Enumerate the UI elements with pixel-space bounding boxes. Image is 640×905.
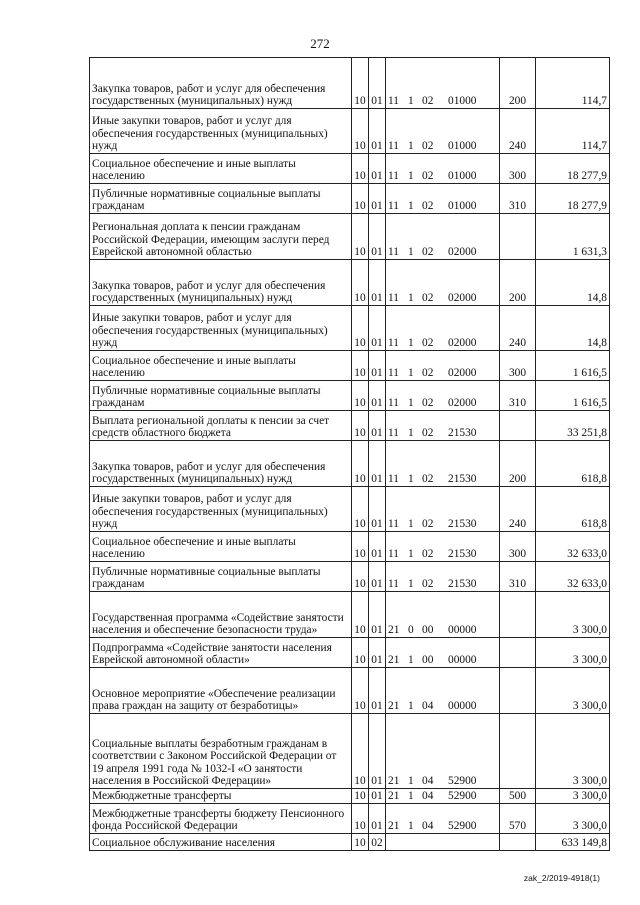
subsection-code-cell: 01: [369, 441, 386, 487]
target-article-part: 02000: [448, 397, 477, 410]
target-article-part: 1: [408, 170, 414, 183]
target-article-part: 21: [388, 820, 400, 833]
target-article-part: 01000: [448, 140, 477, 153]
amount-cell: 18 277,9: [536, 154, 610, 184]
subsection-code-cell: 01: [369, 306, 386, 351]
target-article-part: 1: [408, 292, 414, 305]
target-article-part: 01000: [448, 95, 477, 108]
target-article-part: 52900: [448, 775, 477, 788]
target-article-part: 1: [408, 337, 414, 350]
subsection-code-cell: 01: [369, 109, 386, 154]
table-row: [90, 381, 610, 411]
target-article-part: 21: [388, 654, 400, 667]
target-article-part: 01000: [448, 200, 477, 213]
subsection-code-cell: 01: [369, 58, 386, 109]
target-article-part: 1: [408, 654, 414, 667]
table-row: [90, 411, 610, 441]
expense-type-cell: 500: [500, 789, 536, 804]
table-row: [90, 351, 610, 381]
expense-name-cell: Закупка товаров, работ и услуг для обеспечения государственных (муниципальных) нужд: [90, 260, 352, 306]
amount-cell: 14,8: [536, 260, 610, 306]
subsection-code-cell: 01: [369, 411, 386, 441]
expense-type-cell: 200: [500, 260, 536, 306]
table-row: [90, 214, 610, 260]
expense-type-cell: 200: [500, 58, 536, 109]
amount-cell: 18 277,9: [536, 184, 610, 214]
section-code-cell: 10: [352, 532, 369, 562]
subsection-code-cell: 01: [369, 789, 386, 804]
amount-cell: 32 633,0: [536, 532, 610, 562]
target-article-part: 11: [388, 140, 399, 153]
target-article-part: 02: [422, 337, 434, 350]
target-article-part: 1: [408, 367, 414, 380]
expense-name-cell: Межбюджетные трансферты бюджету Пенсионного фонда Российской Федерации: [90, 804, 352, 834]
amount-cell: 3 300,0: [536, 714, 610, 789]
section-code-cell: 10: [352, 306, 369, 351]
section-code-cell: 10: [352, 441, 369, 487]
expense-name-cell: Основное мероприятие «Обеспечение реализации права граждан на защиту от безработицы»: [90, 668, 352, 714]
target-article-cell: [386, 804, 500, 834]
target-article-part: 11: [388, 246, 399, 259]
expense-name-cell: Иные закупки товаров, работ и услуг для обеспечения государственных (муниципальных) нужд: [90, 109, 352, 154]
table-row: [90, 532, 610, 562]
section-code-cell: 10: [352, 804, 369, 834]
expense-name-cell: Публичные нормативные социальные выплаты гражданам: [90, 184, 352, 214]
target-article-part: 1: [408, 140, 414, 153]
target-article-part: 21530: [448, 578, 477, 591]
target-article-part: 11: [388, 170, 399, 183]
table-row: [90, 562, 610, 592]
table-row: [90, 306, 610, 351]
section-code-cell: 10: [352, 638, 369, 668]
target-article-part: 11: [388, 292, 399, 305]
target-article-part: 11: [388, 367, 399, 380]
expense-type-cell: 300: [500, 532, 536, 562]
target-article-part: 1: [408, 790, 414, 803]
expense-type-cell: 240: [500, 306, 536, 351]
target-article-part: 0: [408, 624, 414, 637]
amount-cell: 3 300,0: [536, 789, 610, 804]
target-article-part: 02: [422, 200, 434, 213]
expense-type-cell: [500, 714, 536, 789]
amount-cell: 114,7: [536, 109, 610, 154]
target-article-part: 11: [388, 548, 399, 561]
section-code-cell: 10: [352, 714, 369, 789]
budget-table-body: [90, 58, 610, 851]
target-article-part: 02: [422, 548, 434, 561]
expense-name-cell: Закупка товаров, работ и услуг для обеспечения государственных (муниципальных) нужд: [90, 441, 352, 487]
table-row: [90, 109, 610, 154]
target-article-part: 02: [422, 140, 434, 153]
amount-cell: 618,8: [536, 441, 610, 487]
target-article-part: 21: [388, 775, 400, 788]
table-row: [90, 789, 610, 804]
expense-name-cell: Выплата региональной доплаты к пенсии за счет средств областного бюджета: [90, 411, 352, 441]
amount-cell: 33 251,8: [536, 411, 610, 441]
section-code-cell: 10: [352, 411, 369, 441]
subsection-code-cell: 02: [369, 834, 386, 851]
amount-cell: 3 300,0: [536, 592, 610, 638]
amount-cell: 1 616,5: [536, 381, 610, 411]
table-row: [90, 834, 610, 851]
target-article-part: 01000: [448, 170, 477, 183]
target-article-cell: [386, 214, 500, 260]
target-article-part: 02: [422, 397, 434, 410]
expense-name-cell: Социальное обеспечение и иные выплаты населению: [90, 532, 352, 562]
table-row: [90, 487, 610, 532]
subsection-code-cell: 01: [369, 487, 386, 532]
target-article-part: 21530: [448, 518, 477, 531]
target-article-cell: [386, 834, 500, 851]
target-article-part: 52900: [448, 790, 477, 803]
amount-cell: 1 631,3: [536, 214, 610, 260]
target-article-cell: [386, 58, 500, 109]
target-article-part: 11: [388, 578, 399, 591]
subsection-code-cell: 01: [369, 154, 386, 184]
target-article-cell: [386, 714, 500, 789]
target-article-part: 02: [422, 292, 434, 305]
amount-cell: 618,8: [536, 487, 610, 532]
target-article-part: 00000: [448, 654, 477, 667]
target-article-part: 11: [388, 397, 399, 410]
target-article-part: 11: [388, 427, 399, 440]
target-article-part: 21: [388, 624, 400, 637]
target-article-part: 00: [422, 624, 434, 637]
target-article-part: 11: [388, 200, 399, 213]
budget-table: [89, 57, 610, 851]
section-code-cell: 10: [352, 668, 369, 714]
subsection-code-cell: 01: [369, 562, 386, 592]
expense-type-cell: 300: [500, 351, 536, 381]
section-code-cell: 10: [352, 381, 369, 411]
target-article-cell: [386, 154, 500, 184]
target-article-part: 00000: [448, 624, 477, 637]
table-row: [90, 441, 610, 487]
target-article-cell: [386, 441, 500, 487]
table-row: [90, 804, 610, 834]
expense-type-cell: 240: [500, 487, 536, 532]
target-article-part: 02: [422, 427, 434, 440]
target-article-cell: [386, 789, 500, 804]
target-article-cell: [386, 306, 500, 351]
expense-type-cell: 310: [500, 184, 536, 214]
expense-type-cell: 310: [500, 562, 536, 592]
target-article-part: 1: [408, 473, 414, 486]
subsection-code-cell: 01: [369, 668, 386, 714]
section-code-cell: 10: [352, 834, 369, 851]
target-article-part: 11: [388, 95, 399, 108]
amount-cell: 3 300,0: [536, 638, 610, 668]
target-article-part: 02: [422, 578, 434, 591]
target-article-part: 1: [408, 548, 414, 561]
table-row: [90, 184, 610, 214]
expense-name-cell: Межбюджетные трансферты: [90, 789, 352, 804]
target-article-cell: [386, 532, 500, 562]
expense-name-cell: Социальное обеспечение и иные выплаты населению: [90, 154, 352, 184]
section-code-cell: 10: [352, 184, 369, 214]
target-article-part: 00: [422, 654, 434, 667]
target-article-part: 21530: [448, 473, 477, 486]
expense-name-cell: Государственная программа «Содействие занятости населения и обеспечение безопасности труда»: [90, 592, 352, 638]
table-row: [90, 260, 610, 306]
expense-name-cell: Иные закупки товаров, работ и услуг для обеспечения государственных (муниципальных) нужд: [90, 306, 352, 351]
target-article-part: 21: [388, 700, 400, 713]
expense-type-cell: 200: [500, 441, 536, 487]
section-code-cell: 10: [352, 592, 369, 638]
table-row: [90, 668, 610, 714]
amount-cell: 14,8: [536, 306, 610, 351]
target-article-part: 1: [408, 95, 414, 108]
expense-type-cell: [500, 411, 536, 441]
target-article-cell: [386, 260, 500, 306]
target-article-part: 02: [422, 246, 434, 259]
expense-type-cell: 310: [500, 381, 536, 411]
target-article-part: 1: [408, 397, 414, 410]
target-article-part: 04: [422, 700, 434, 713]
target-article-cell: [386, 381, 500, 411]
amount-cell: 114,7: [536, 58, 610, 109]
table-row: [90, 638, 610, 668]
subsection-code-cell: 01: [369, 592, 386, 638]
expense-name-cell: Социальное обеспечение и иные выплаты населению: [90, 351, 352, 381]
section-code-cell: 10: [352, 487, 369, 532]
expense-type-cell: 300: [500, 154, 536, 184]
expense-name-cell: Публичные нормативные социальные выплаты гражданам: [90, 381, 352, 411]
expense-type-cell: [500, 592, 536, 638]
subsection-code-cell: 01: [369, 638, 386, 668]
table-row: [90, 592, 610, 638]
section-code-cell: 10: [352, 562, 369, 592]
target-article-part: 02: [422, 473, 434, 486]
target-article-part: 02: [422, 518, 434, 531]
subsection-code-cell: 01: [369, 804, 386, 834]
target-article-cell: [386, 109, 500, 154]
expense-name-cell: Подпрограмма «Содействие занятости населения Еврейской автономной области»: [90, 638, 352, 668]
target-article-part: 11: [388, 518, 399, 531]
subsection-code-cell: 01: [369, 381, 386, 411]
amount-cell: 3 300,0: [536, 804, 610, 834]
expense-type-cell: 570: [500, 804, 536, 834]
subsection-code-cell: 01: [369, 184, 386, 214]
table-row: [90, 714, 610, 789]
target-article-part: 02000: [448, 246, 477, 259]
target-article-part: 04: [422, 790, 434, 803]
page-number: 272: [310, 36, 330, 51]
amount-cell: 32 633,0: [536, 562, 610, 592]
target-article-cell: [386, 562, 500, 592]
amount-cell: 1 616,5: [536, 351, 610, 381]
target-article-cell: [386, 638, 500, 668]
target-article-part: 04: [422, 820, 434, 833]
target-article-part: 1: [408, 427, 414, 440]
target-article-part: 02000: [448, 367, 477, 380]
section-code-cell: 10: [352, 260, 369, 306]
target-article-part: 02: [422, 170, 434, 183]
footer-code: zak_2/2019-4918(1): [523, 873, 600, 883]
section-code-cell: 10: [352, 214, 369, 260]
expense-type-cell: [500, 638, 536, 668]
target-article-part: 11: [388, 473, 399, 486]
expense-type-cell: [500, 214, 536, 260]
expense-name-cell: Публичные нормативные социальные выплаты гражданам: [90, 562, 352, 592]
section-code-cell: 10: [352, 351, 369, 381]
target-article-part: 02000: [448, 337, 477, 350]
target-article-part: 11: [388, 337, 399, 350]
target-article-part: 1: [408, 578, 414, 591]
target-article-part: 02: [422, 367, 434, 380]
target-article-part: 1: [408, 820, 414, 833]
target-article-part: 1: [408, 518, 414, 531]
target-article-part: 1: [408, 200, 414, 213]
target-article-cell: [386, 184, 500, 214]
subsection-code-cell: 01: [369, 214, 386, 260]
table-row: [90, 154, 610, 184]
target-article-part: 00000: [448, 700, 477, 713]
expense-type-cell: [500, 668, 536, 714]
expense-name-cell: Социальные выплаты безработным гражданам в соответствии с Законом Российской Федерации от 19 апреля 1991 года № 1032-I «О занятости населения в Российской Федерации»: [90, 714, 352, 789]
target-article-part: 02000: [448, 292, 477, 305]
target-article-part: 1: [408, 775, 414, 788]
expense-type-cell: [500, 834, 536, 851]
section-code-cell: 10: [352, 789, 369, 804]
target-article-part: 02: [422, 95, 434, 108]
amount-cell: 3 300,0: [536, 668, 610, 714]
target-article-part: 21530: [448, 548, 477, 561]
subsection-code-cell: 01: [369, 260, 386, 306]
target-article-cell: [386, 411, 500, 441]
section-code-cell: 10: [352, 109, 369, 154]
target-article-cell: [386, 668, 500, 714]
section-code-cell: 10: [352, 58, 369, 109]
target-article-part: 21530: [448, 427, 477, 440]
target-article-part: 1: [408, 246, 414, 259]
section-code-cell: 10: [352, 154, 369, 184]
subsection-code-cell: 01: [369, 351, 386, 381]
expense-name-cell: Иные закупки товаров, работ и услуг для обеспечения государственных (муниципальных) нужд: [90, 487, 352, 532]
target-article-part: 04: [422, 775, 434, 788]
target-article-part: 21: [388, 790, 400, 803]
expense-type-cell: 240: [500, 109, 536, 154]
target-article-cell: [386, 351, 500, 381]
subsection-code-cell: 01: [369, 532, 386, 562]
target-article-part: 52900: [448, 820, 477, 833]
subsection-code-cell: 01: [369, 714, 386, 789]
amount-cell: 633 149,8: [536, 834, 610, 851]
target-article-part: 1: [408, 700, 414, 713]
expense-name-cell: Региональная доплата к пенсии гражданам Российской Федерации, имеющим заслуги перед Еврейской автономной областью: [90, 214, 352, 260]
expense-name-cell: Социальное обслуживание населения: [90, 834, 352, 851]
expense-name-cell: Закупка товаров, работ и услуг для обеспечения государственных (муниципальных) нужд: [90, 58, 352, 109]
target-article-cell: [386, 592, 500, 638]
target-article-cell: [386, 487, 500, 532]
table-row: [90, 58, 610, 109]
